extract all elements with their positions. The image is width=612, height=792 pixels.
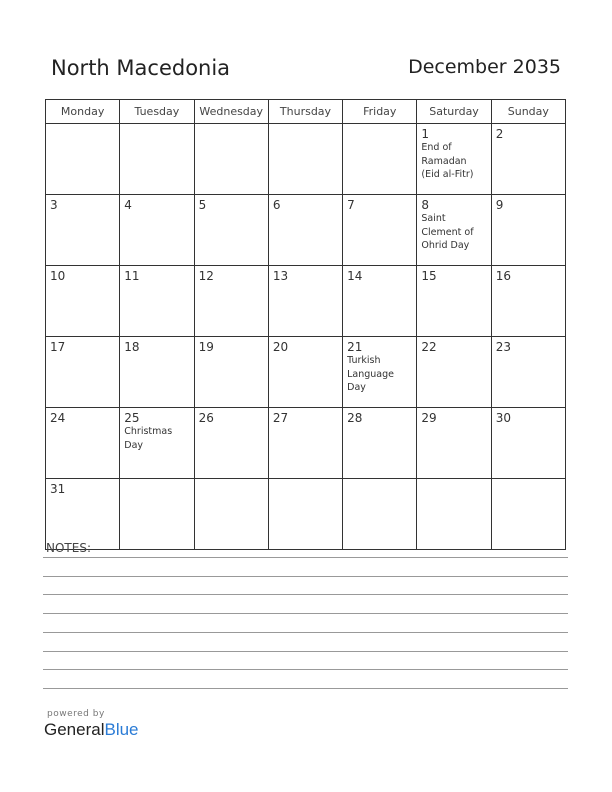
calendar-day-cell <box>343 408 417 479</box>
calendar-country-title: North Macedonia <box>51 56 231 80</box>
calendar-week-row <box>46 195 566 266</box>
day-number: 19 <box>198 340 214 354</box>
calendar-day-cell <box>268 337 342 408</box>
holiday-label: End of <box>421 142 452 153</box>
calendar-week-row <box>46 479 566 550</box>
calendar-day-cell <box>46 337 120 408</box>
calendar-month-title: December 2035 <box>408 56 561 78</box>
weekday-header: Thursday <box>268 100 342 124</box>
notes-line <box>43 576 568 577</box>
notes-line <box>43 557 568 558</box>
weekday-header: Friday <box>343 100 417 124</box>
notes-line <box>43 632 568 633</box>
calendar-day-cell <box>343 479 417 550</box>
calendar-day-cell <box>46 195 120 266</box>
calendar-day-cell <box>491 408 565 479</box>
day-number: 21 <box>347 340 363 354</box>
generalblue-logo <box>44 720 139 740</box>
day-number: 5 <box>198 198 207 212</box>
holiday-label: Ohrid Day <box>421 240 470 251</box>
calendar-day-cell <box>417 408 491 479</box>
calendar-day-cell <box>194 408 268 479</box>
day-number: 9 <box>495 198 504 212</box>
day-number: 26 <box>198 411 214 425</box>
day-number: 25 <box>124 411 140 425</box>
day-number: 8 <box>421 198 430 212</box>
calendar-week-row <box>46 408 566 479</box>
powered-by-text: powered by <box>47 709 105 719</box>
calendar-day-cell <box>417 124 491 195</box>
calendar-week-row <box>46 266 566 337</box>
notes-line <box>43 688 568 689</box>
weekday-header: Saturday <box>417 100 491 124</box>
day-number: 17 <box>50 340 66 354</box>
day-number: 2 <box>495 127 504 141</box>
day-number: 20 <box>272 340 289 354</box>
day-number: 23 <box>495 340 511 354</box>
day-number: 24 <box>50 411 66 425</box>
weekday-header: Wednesday <box>194 100 268 124</box>
calendar-grid <box>45 99 566 550</box>
calendar-day-cell <box>120 195 194 266</box>
day-number: 4 <box>124 198 132 212</box>
day-number: 6 <box>272 198 281 212</box>
notes-label: NOTES: <box>46 541 91 555</box>
calendar-week-row <box>46 124 566 195</box>
calendar-day-cell <box>120 266 194 337</box>
day-number: 31 <box>50 482 66 496</box>
weekday-header: Monday <box>46 100 120 124</box>
holiday-label: Day <box>124 439 144 451</box>
holiday-label: Christmas <box>124 426 173 437</box>
notes-line <box>43 594 568 595</box>
calendar-day-cell <box>343 195 417 266</box>
notes-line <box>43 613 568 614</box>
day-number: 15 <box>421 269 437 283</box>
holiday-label: Day <box>347 382 366 393</box>
calendar-day-cell <box>268 479 342 550</box>
calendar-day-cell <box>194 337 268 408</box>
calendar-day-cell <box>194 266 268 337</box>
day-number: 3 <box>50 198 58 212</box>
calendar-day-cell <box>343 337 417 408</box>
notes-line <box>43 651 568 652</box>
notes-line <box>43 669 568 670</box>
calendar-day-cell <box>194 479 268 550</box>
calendar-day-cell <box>120 337 194 408</box>
calendar-day-cell <box>46 479 120 550</box>
day-number: 28 <box>347 411 363 425</box>
day-number: 29 <box>421 411 437 425</box>
holiday-label: Saint <box>421 213 446 224</box>
calendar-day-cell <box>194 124 268 195</box>
weekday-header: Sunday <box>491 100 565 124</box>
holiday-label: Turkish <box>347 355 381 366</box>
day-number: 30 <box>495 411 511 425</box>
calendar-day-cell <box>491 195 565 266</box>
calendar-week-row <box>46 337 566 408</box>
calendar-day-cell <box>491 266 565 337</box>
brand-blue-text: Blue <box>104 720 139 739</box>
weekday-header: Tuesday <box>120 100 194 124</box>
holiday-label: (Eid al-Fitr) <box>421 169 474 180</box>
weekday-header-row <box>46 100 566 124</box>
day-number: 1 <box>421 127 430 141</box>
day-number: 14 <box>347 269 363 283</box>
calendar-day-cell <box>268 195 342 266</box>
holiday-label: Ramadan <box>421 155 467 167</box>
calendar-day-cell <box>491 124 565 195</box>
day-number: 22 <box>421 340 437 354</box>
calendar-day-cell <box>120 479 194 550</box>
day-number: 13 <box>272 269 289 283</box>
calendar-day-cell <box>194 195 268 266</box>
calendar-day-cell <box>46 124 120 195</box>
day-number: 12 <box>198 269 214 283</box>
calendar-day-cell <box>46 408 120 479</box>
calendar-day-cell <box>417 195 491 266</box>
calendar-day-cell <box>491 479 565 550</box>
calendar-day-cell <box>417 479 491 550</box>
calendar-day-cell <box>268 266 342 337</box>
day-number: 11 <box>124 269 140 283</box>
calendar-day-cell <box>417 266 491 337</box>
calendar-day-cell <box>120 408 194 479</box>
calendar-day-cell <box>417 337 491 408</box>
calendar-day-cell <box>268 124 342 195</box>
holiday-label: Language <box>347 368 395 380</box>
brand-general-text: General <box>44 720 105 739</box>
day-number: 27 <box>272 411 289 425</box>
calendar-day-cell <box>120 124 194 195</box>
calendar-day-cell <box>491 337 565 408</box>
day-number: 7 <box>347 198 355 212</box>
calendar-day-cell <box>46 266 120 337</box>
calendar-day-cell <box>343 266 417 337</box>
calendar-day-cell <box>343 124 417 195</box>
calendar-day-cell <box>268 408 342 479</box>
holiday-label: Clement of <box>421 226 474 238</box>
day-number: 18 <box>124 340 140 354</box>
day-number: 10 <box>50 269 66 283</box>
day-number: 16 <box>495 269 511 283</box>
